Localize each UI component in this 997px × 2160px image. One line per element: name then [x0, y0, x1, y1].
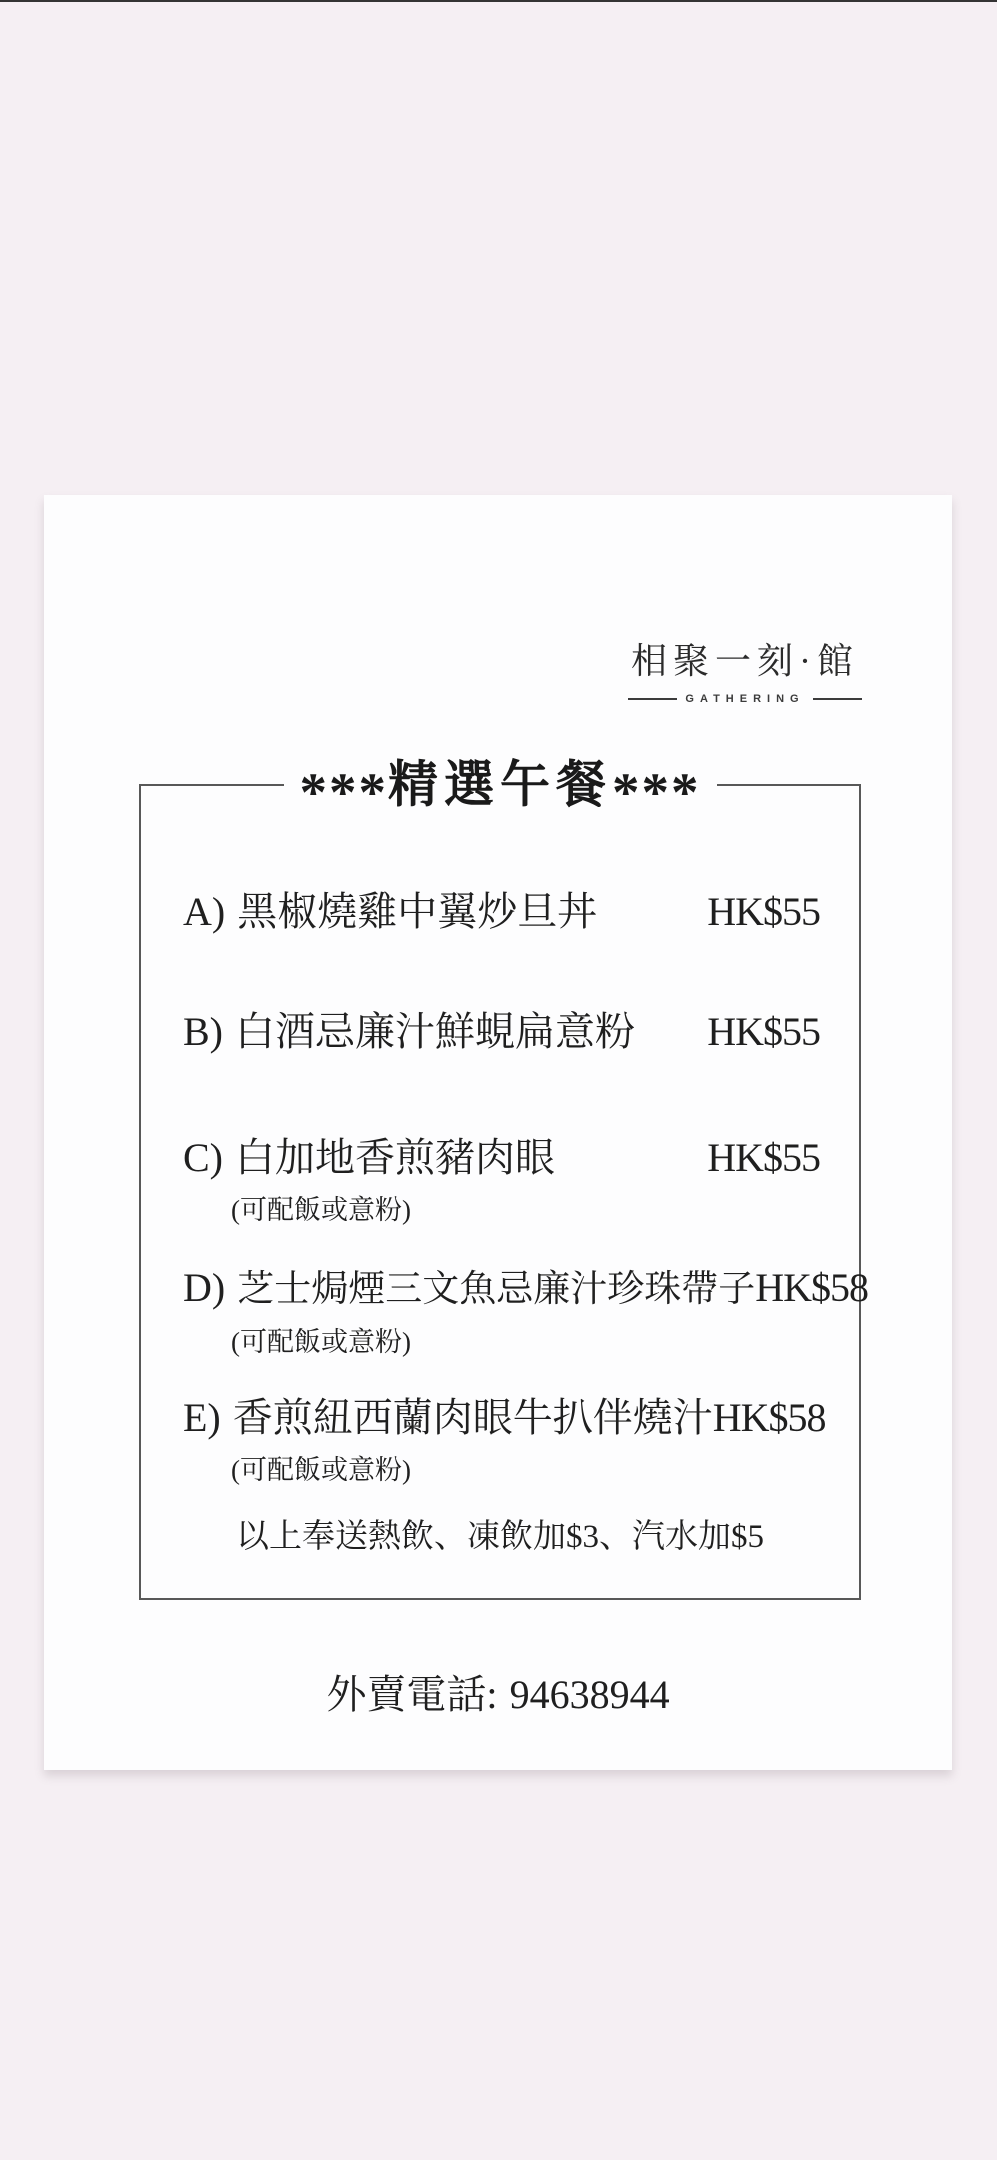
item-price: HK$55 [707, 889, 820, 934]
menu-item-row-e [183, 1393, 826, 1487]
item-note: (可配飯或意粉) [231, 1327, 411, 1357]
menu-item-row-a [183, 887, 820, 937]
phone-label: 外賣電話: [326, 1672, 498, 1717]
item-price: HK$55 [707, 1135, 820, 1180]
item-name: 白加地香煎豬肉眼 [235, 1135, 555, 1180]
item-line [183, 1133, 820, 1183]
item-line [183, 1393, 826, 1443]
stars-left: *** [299, 761, 388, 823]
item-letter: E) [183, 1395, 221, 1440]
restaurant-logo [628, 633, 862, 705]
menu-item-row-d [183, 1263, 868, 1359]
item-note: (可配飯或意粉) [231, 1195, 411, 1225]
menu-title [139, 744, 861, 823]
menu-title-label: 精選午餐 [388, 756, 612, 813]
menu-title-text [284, 756, 717, 823]
item-line [183, 887, 820, 937]
item-name: 香煎紐西蘭肉眼牛扒伴燒汁 [232, 1395, 713, 1440]
item-letter: A) [183, 889, 226, 934]
item-name: 芝士焗煙三文魚忌廉汁珍珠帶子 [237, 1269, 756, 1310]
logo-english-name: GATHERING [685, 693, 805, 705]
item-letter: C) [183, 1135, 223, 1180]
item-name: 黑椒燒雞中翼炒旦丼 [237, 889, 598, 934]
menu-item-row-c [183, 1133, 820, 1227]
takeaway-phone-line [44, 1663, 952, 1720]
stars-right: *** [612, 761, 701, 823]
logo-chinese-name: 相聚一刻·館 [631, 641, 859, 681]
menu-footnote: 以上奉送熱飲、凍飲加$3、汽水加$5 [236, 1519, 764, 1555]
menu-item-row-b [183, 1007, 820, 1057]
item-name: 白酒忌廉汁鮮蜆扁意粉 [235, 1009, 635, 1054]
item-letter: B) [183, 1009, 223, 1054]
logo-rule-left [628, 698, 677, 700]
phone-number: 94638944 [509, 1672, 670, 1717]
item-price: HK$58 [755, 1265, 868, 1310]
item-price: HK$58 [712, 1395, 826, 1440]
item-line [183, 1007, 820, 1057]
item-line [183, 1263, 868, 1315]
item-price: HK$55 [707, 1009, 820, 1054]
top-edge-line [0, 0, 997, 2]
logo-english-row [628, 693, 862, 705]
item-letter: D) [183, 1265, 226, 1310]
item-note: (可配飯或意粉) [231, 1455, 411, 1485]
logo-rule-right [813, 698, 862, 700]
menu-card [44, 495, 952, 1770]
